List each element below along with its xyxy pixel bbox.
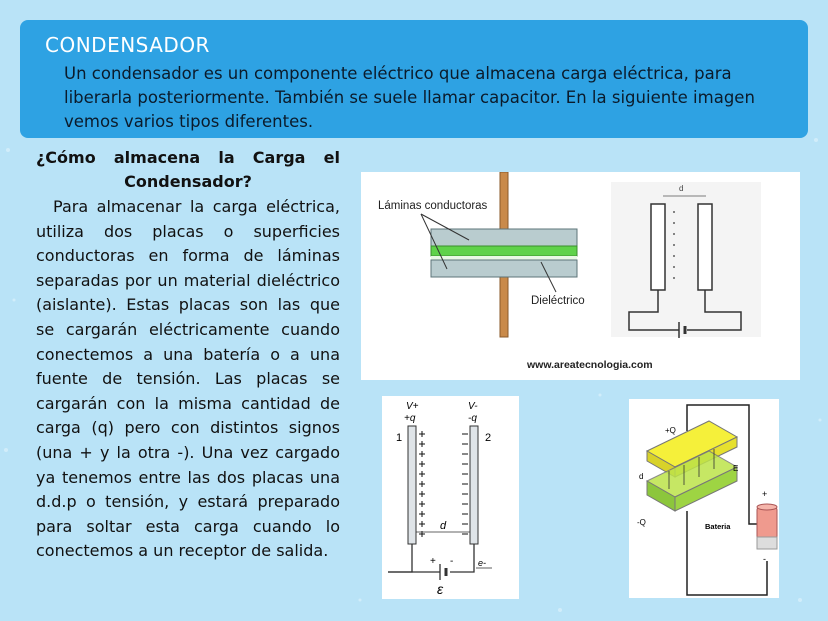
figure-capacitor-layers — [361, 172, 800, 380]
body-paragraph: Para almacenar la carga eléctrica, utiliza dos placas o superficies conductoras en forma de láminas separadas por un material dieléctrico (aislante). Estas placas son las que se cargarán eléctricamente cuando conectemos a una batería o a una fuente de tensión. Las placas se cargarán con la misma cantidad de carga (q) pero con distintos signos (una + y la otra -). Una vez cargado ya tenemos entre las dos placas una d.d.p o tensión, y estará preparado para soltar esta carga cuando lo conectemos a un receptor de salida. — [36, 197, 340, 561]
v-plus: V+ — [406, 401, 419, 412]
battery-plus: + — [430, 556, 436, 567]
dielectric-layer — [431, 246, 577, 256]
plate-2 — [470, 426, 478, 544]
battery-plus: + — [762, 489, 768, 499]
watermark: www.areatecnologia.com — [527, 359, 653, 371]
q-plus: +q — [404, 413, 416, 424]
label-plates: Láminas conductoras — [378, 200, 488, 212]
bottom-plate — [431, 260, 577, 277]
label-distance: d — [679, 184, 684, 193]
intro-paragraph: Un condensador es un componente eléctrico que almacena carga eléctrica, para liberarla posteriormente. También se suele llamar capacitor. En la siguiente imagen vemos varios tipos diferentes. — [64, 64, 755, 131]
battery-minus: - — [763, 554, 766, 564]
label-dielectric: Dieléctrico — [531, 295, 585, 307]
emf-label: ε — [437, 581, 444, 597]
v-minus: V- — [468, 401, 478, 412]
plate-1-label: 1 — [396, 432, 403, 444]
schematic-bg — [611, 182, 761, 337]
charged-plates-svg — [382, 396, 519, 599]
wire-left — [388, 544, 412, 572]
minus-q-label: -Q — [637, 518, 646, 527]
question-heading-line2: Condensador? — [124, 172, 252, 191]
wire-right — [450, 544, 474, 572]
electron-label: e- — [478, 558, 487, 568]
capacitor-layers-svg — [361, 172, 800, 380]
distance-label: d — [440, 520, 447, 532]
slide-title: CONDENSADOR — [45, 33, 210, 57]
plate-1 — [408, 426, 416, 544]
q-minus: -q — [468, 413, 477, 424]
plus-q-label: +Q — [665, 426, 676, 435]
figure-charged-plates — [382, 396, 519, 599]
dielectric-gap — [431, 256, 577, 260]
figure-3d-capacitor — [629, 399, 779, 598]
battery-base — [757, 537, 777, 549]
battery-label: Bateria — [705, 522, 731, 531]
right-plate — [698, 204, 712, 290]
capacitor-3d-svg — [629, 399, 779, 598]
left-plate — [651, 204, 665, 290]
field-label: E — [733, 464, 739, 473]
battery-minus: - — [450, 556, 454, 567]
plate-2-label: 2 — [485, 432, 492, 444]
battery-top — [757, 504, 777, 510]
parallel-plate-schematic — [611, 182, 761, 338]
question-heading-line1: ¿Cómo almacena la Carga el — [36, 148, 340, 167]
d-label: d — [639, 472, 644, 481]
